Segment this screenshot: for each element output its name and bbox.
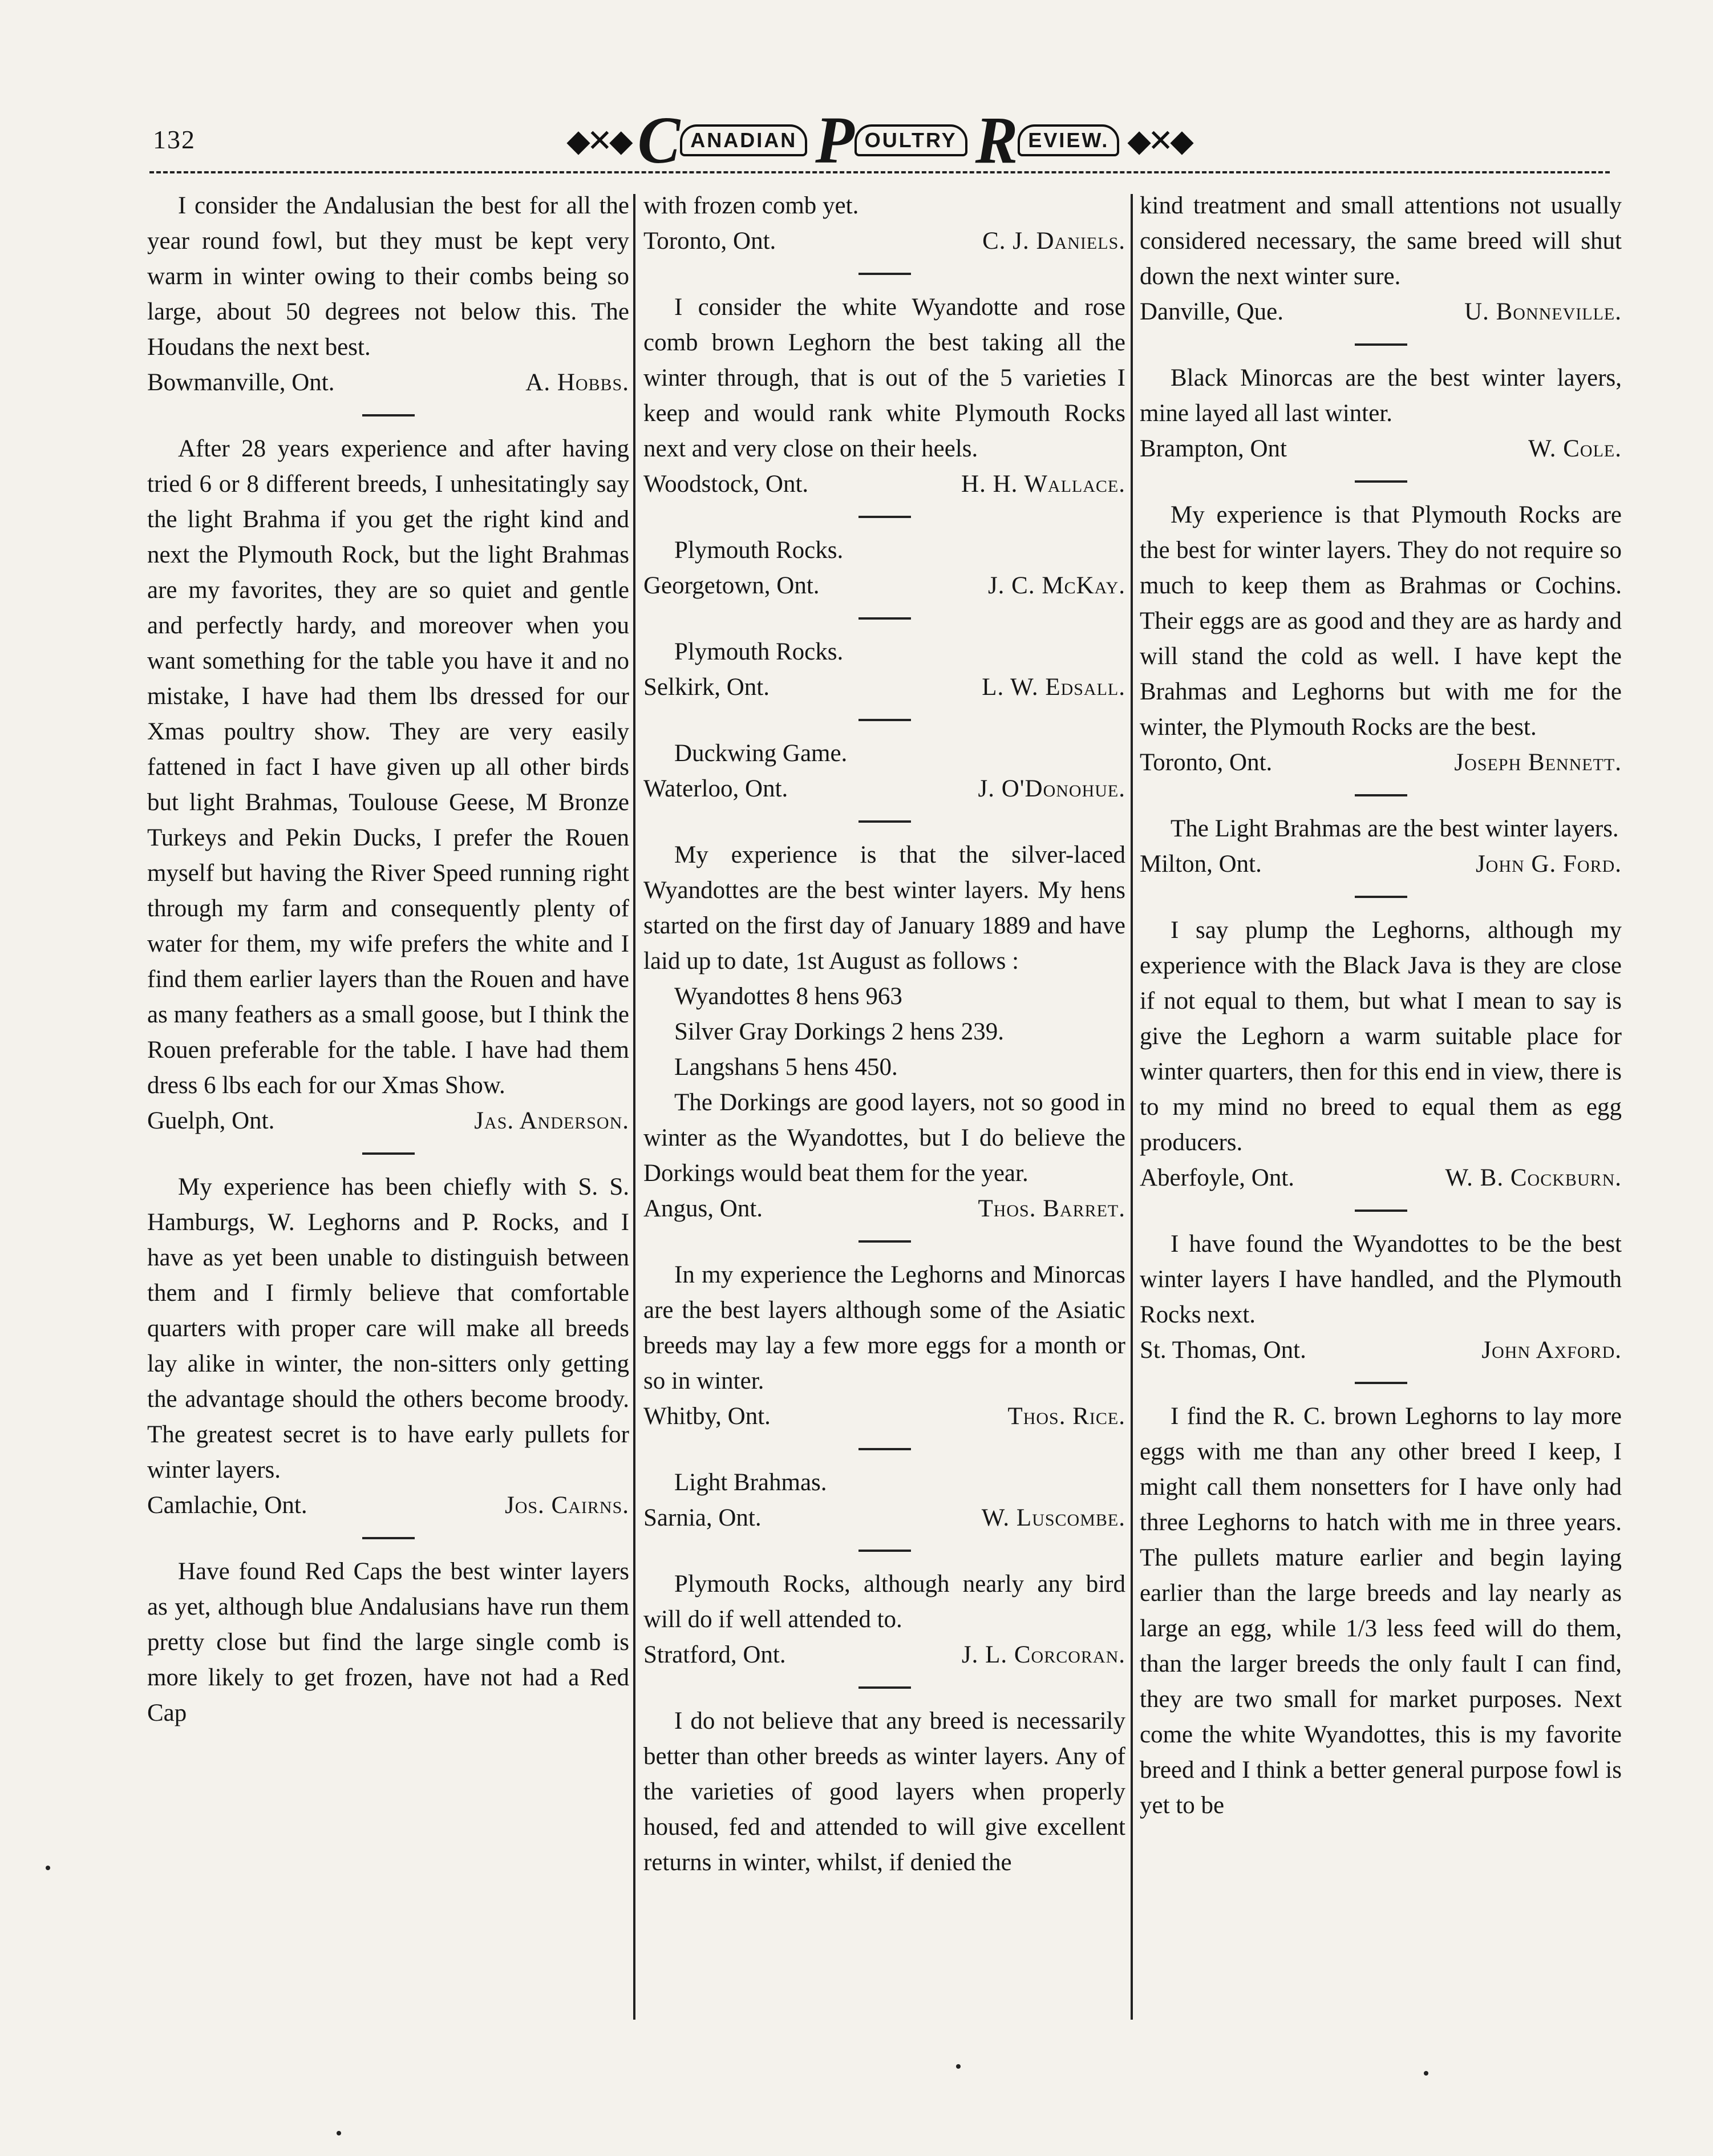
letter-paragraph: I say plump the Leghorns, although my experience with the Black Java is they are close if not equal to them, but what I mean to say is give the Leghorn a warm suitable place for winter quarters, then for this end in view, there is to my mind no breed to equal them as egg producers. [1140, 917, 1622, 1156]
signature-name: Thos. Rice. [1007, 1403, 1125, 1430]
masthead-word-3-rest: EVIEW. [1018, 124, 1119, 156]
signature-name: Jos. Cairns. [504, 1492, 629, 1519]
letter-paragraph: Plymouth Rocks. [674, 537, 844, 564]
signature-line [1140, 294, 1622, 330]
letter-paragraph: Duckwing Game. [674, 740, 848, 767]
signature-place: Aberfoyle, Ont. [1140, 1164, 1295, 1191]
letter-paragraph: I consider the Andalusian the best for all the year round fowl, but they must be kept very warm in winter owing to their combs being so large, about 50 degrees not below this. The Houdans the next best. [147, 192, 629, 361]
letter-paragraph: My experience is that the silver-laced Wyandottes are the best winter layers. My hens started on the first day of January 1889 and have laid up to date, 1st August as follows : [643, 842, 1125, 974]
signature-name: W. Cole. [1528, 435, 1622, 462]
column-divider [633, 194, 635, 2020]
signature-place: Stratford, Ont. [643, 1641, 786, 1668]
masthead-word-3-initial: R [975, 103, 1018, 178]
section-separator [643, 1673, 1125, 1704]
signature-name: Thos. Barret. [978, 1195, 1125, 1222]
letter-paragraph: Black Minorcas are the best winter layers, mine layed all last winter. [1140, 365, 1622, 427]
letter-paragraph: Have found Red Caps the best winter layers as yet, although blue Andalusians have run them pretty close but find the large single comb is more likely to get frozen, have not had a Red Cap [147, 1558, 629, 1726]
signature-name: L. W. Edsall. [982, 674, 1125, 701]
signature-place: Brampton, Ont [1140, 435, 1287, 462]
signature-place: Woodstock, Ont. [643, 471, 809, 497]
signature-place: Camlachie, Ont. [147, 1492, 307, 1519]
signature-name: A. Hobbs. [525, 369, 629, 396]
signature-line [147, 1488, 629, 1523]
letter-paragraph: I have found the Wyandottes to be the best winter layers I have handled, and the Plymouth Rocks next. [1140, 1231, 1622, 1328]
signature-line [643, 467, 1125, 502]
letter-paragraph: My experience is that Plymouth Rocks are the best for winter layers. They do not require so much to keep them as Brahmas or Cochins. Their eggs are as good and they are as hardy and will stand the cold as well. I have kept the Brahmas and Leghorns but with me for the winter, the Plymouth Rocks are the best. [1140, 501, 1622, 741]
letter-paragraph: In my experience the Leghorns and Minorcas are the best layers although some of the Asiatic breeds may lay a few more eggs for a month or so in winter. [643, 1261, 1125, 1394]
signature-line [643, 568, 1125, 604]
signature-name: John G. Ford. [1475, 851, 1622, 877]
signature-name: J. C. McKay. [987, 572, 1125, 599]
column-1 [147, 188, 629, 1731]
signature-name: J. L. Corcoran. [961, 1641, 1125, 1668]
signature-name: H. H. Wallace. [961, 471, 1125, 497]
masthead-word-1-initial: C [637, 103, 681, 178]
column-3 [1140, 188, 1622, 1823]
letter-paragraph: The Light Brahmas are the best winter layers. [1171, 815, 1619, 842]
letter-paragraph: kind treatment and small attentions not usually considered necessary, the same breed will shut down the next winter sure. [1140, 192, 1622, 290]
signature-line [643, 771, 1125, 807]
section-separator [643, 705, 1125, 736]
signature-line [1140, 1333, 1622, 1368]
section-separator [1140, 882, 1622, 913]
letter-paragraph: Plymouth Rocks. [674, 638, 844, 665]
print-speck [46, 1866, 50, 1870]
page-number: 132 [153, 125, 196, 154]
section-separator [1140, 1196, 1622, 1227]
masthead-word-1 [637, 103, 808, 178]
section-separator [643, 502, 1125, 533]
signature-place: Whitby, Ont. [643, 1403, 771, 1430]
signature-place: Sarnia, Ont. [643, 1504, 762, 1531]
signature-place: Toronto, Ont. [1140, 749, 1273, 776]
signature-place: Georgetown, Ont. [643, 572, 820, 599]
letter-paragraph: I find the R. C. brown Leghorns to lay more eggs with me than any other breed I keep, I might call them nonsetters for I have only had three Leghorns to hatch with me in three years. The pullets mature earlier and begin laying earlier than the large breeds and lay nearly as large an egg, while 1/3 less feed will do them, than the larger breeds the only fault I can find, they are two small for market purposes. Next come the white Wyandottes, this is my favorite breed and I think a better general purpose fowl is yet to be [1140, 1403, 1622, 1819]
signature-line [1140, 745, 1622, 780]
masthead-word-2-rest: OULTRY [855, 124, 967, 156]
signature-line [1140, 431, 1622, 467]
section-separator [1140, 330, 1622, 361]
signature-place: Bowmanville, Ont. [147, 369, 335, 396]
egg-count-line: Wyandottes 8 hens 963 [674, 983, 902, 1010]
section-separator [643, 1434, 1125, 1465]
print-speck [337, 2131, 341, 2135]
section-separator [1140, 467, 1622, 497]
signature-line [1140, 847, 1622, 882]
section-separator [643, 604, 1125, 634]
masthead-word-1-rest: ANADIAN [680, 124, 807, 156]
signature-line [643, 1637, 1125, 1673]
letter-paragraph: Light Brahmas. [674, 1469, 827, 1496]
signature-place: Toronto, Ont. [643, 228, 776, 254]
section-separator [643, 807, 1125, 838]
signature-name: Jas. Anderson. [474, 1107, 629, 1134]
section-separator [643, 1227, 1125, 1257]
print-speck [956, 2064, 961, 2069]
signature-line [147, 365, 629, 401]
masthead-word-3 [975, 103, 1120, 178]
egg-count-line: Silver Gray Dorkings 2 hens 239. [674, 1018, 1005, 1045]
signature-place: St. Thomas, Ont. [1140, 1337, 1306, 1364]
signature-place: Guelph, Ont. [147, 1107, 275, 1134]
header-rule [149, 171, 1610, 173]
print-speck [1424, 2071, 1428, 2076]
signature-line [643, 1191, 1125, 1227]
signature-place: Angus, Ont. [643, 1195, 763, 1222]
signature-line [147, 1103, 629, 1139]
signature-line [643, 670, 1125, 705]
signature-line [643, 1500, 1125, 1536]
signature-name: J. O'Donohue. [978, 775, 1125, 802]
column-divider [1131, 194, 1133, 2020]
signature-place: Danville, Que. [1140, 298, 1283, 325]
section-separator [643, 1536, 1125, 1567]
section-separator [1140, 1368, 1622, 1399]
section-separator [147, 1139, 629, 1170]
signature-name: John Axford. [1481, 1337, 1622, 1364]
letter-paragraph: I do not believe that any breed is necessarily better than other breeds as winter layers. Any of the varieties of good layers when properly housed, fed and attended to will give excellent returns in winter, whilst, if denied the [643, 1708, 1125, 1876]
column-2 [643, 188, 1125, 1880]
signature-name: W. B. Cockburn. [1445, 1164, 1622, 1191]
letter-paragraph: Plymouth Rocks, although nearly any bird will do if well attended to. [643, 1571, 1125, 1633]
letter-paragraph: My experience has been chiefly with S. S. Hamburgs, W. Leghorns and P. Rocks, and I have as yet been unable to distinguish between them and I firmly believe that comfortable quarters with proper care will make all breeds lay alike in winter, the non-sitters only getting the advantage should the others become broody. The greatest secret is to have early pullets for winter layers. [147, 1174, 629, 1483]
signature-place: Waterloo, Ont. [643, 775, 788, 802]
masthead-word-2-initial: P [815, 103, 855, 178]
section-separator [1140, 780, 1622, 811]
signature-name: Joseph Bennett. [1454, 749, 1622, 776]
masthead-title [637, 103, 1120, 178]
signature-line [643, 1399, 1125, 1434]
signature-name: U. Bonneville. [1464, 298, 1622, 325]
signature-line [1140, 1160, 1622, 1196]
right-flourish-ornament: ◆✕◆ [1127, 123, 1190, 158]
masthead [566, 103, 1190, 178]
egg-count-line: Langshans 5 hens 450. [674, 1054, 898, 1081]
letter-paragraph: with frozen comb yet. [643, 192, 859, 219]
masthead-word-2 [815, 103, 967, 178]
signature-place: Milton, Ont. [1140, 851, 1262, 877]
signature-name: W. Luscombe. [981, 1504, 1125, 1531]
signature-place: Selkirk, Ont. [643, 674, 770, 701]
letter-paragraph: After 28 years experience and after having tried 6 or 8 different breeds, I unhesitatingly say the light Brahma if you get the right kind and next the Plymouth Rock, but the light Brahmas are my favorites, they are so quiet and gentle and perfectly hardy, and moreover when you want something for the table you have it and no mistake, I have had them lbs dressed for our Xmas poultry show. They are very easily fattened in fact I have given up all other birds but light Brahmas, Toulouse Geese, M Bronze Turkeys and Pekin Ducks, I prefer the Rouen myself but having the River Speed running right through my farm and consequently plenty of water for them, my wife prefers the white and I find them earlier layers than the Rouen and have as many feathers as a small goose, but I think the Rouen preferable for the table. I have had them dress 6 lbs each for our Xmas Show. [147, 435, 629, 1099]
section-separator [147, 401, 629, 431]
letter-paragraph: I consider the white Wyandotte and rose comb brown Leghorn the best taking all the winter through, that is out of the 5 varieties I keep and would rank white Plymouth Rocks next and very close on their heels. [643, 294, 1125, 462]
section-separator [147, 1523, 629, 1554]
section-separator [643, 259, 1125, 290]
signature-name: C. J. Daniels. [982, 228, 1125, 254]
signature-line [643, 224, 1125, 259]
left-flourish-ornament: ◆✕◆ [566, 123, 630, 158]
letter-paragraph: The Dorkings are good layers, not so good in winter as the Wyandottes, but I do believe the Dorkings would beat them for the year. [643, 1089, 1125, 1187]
